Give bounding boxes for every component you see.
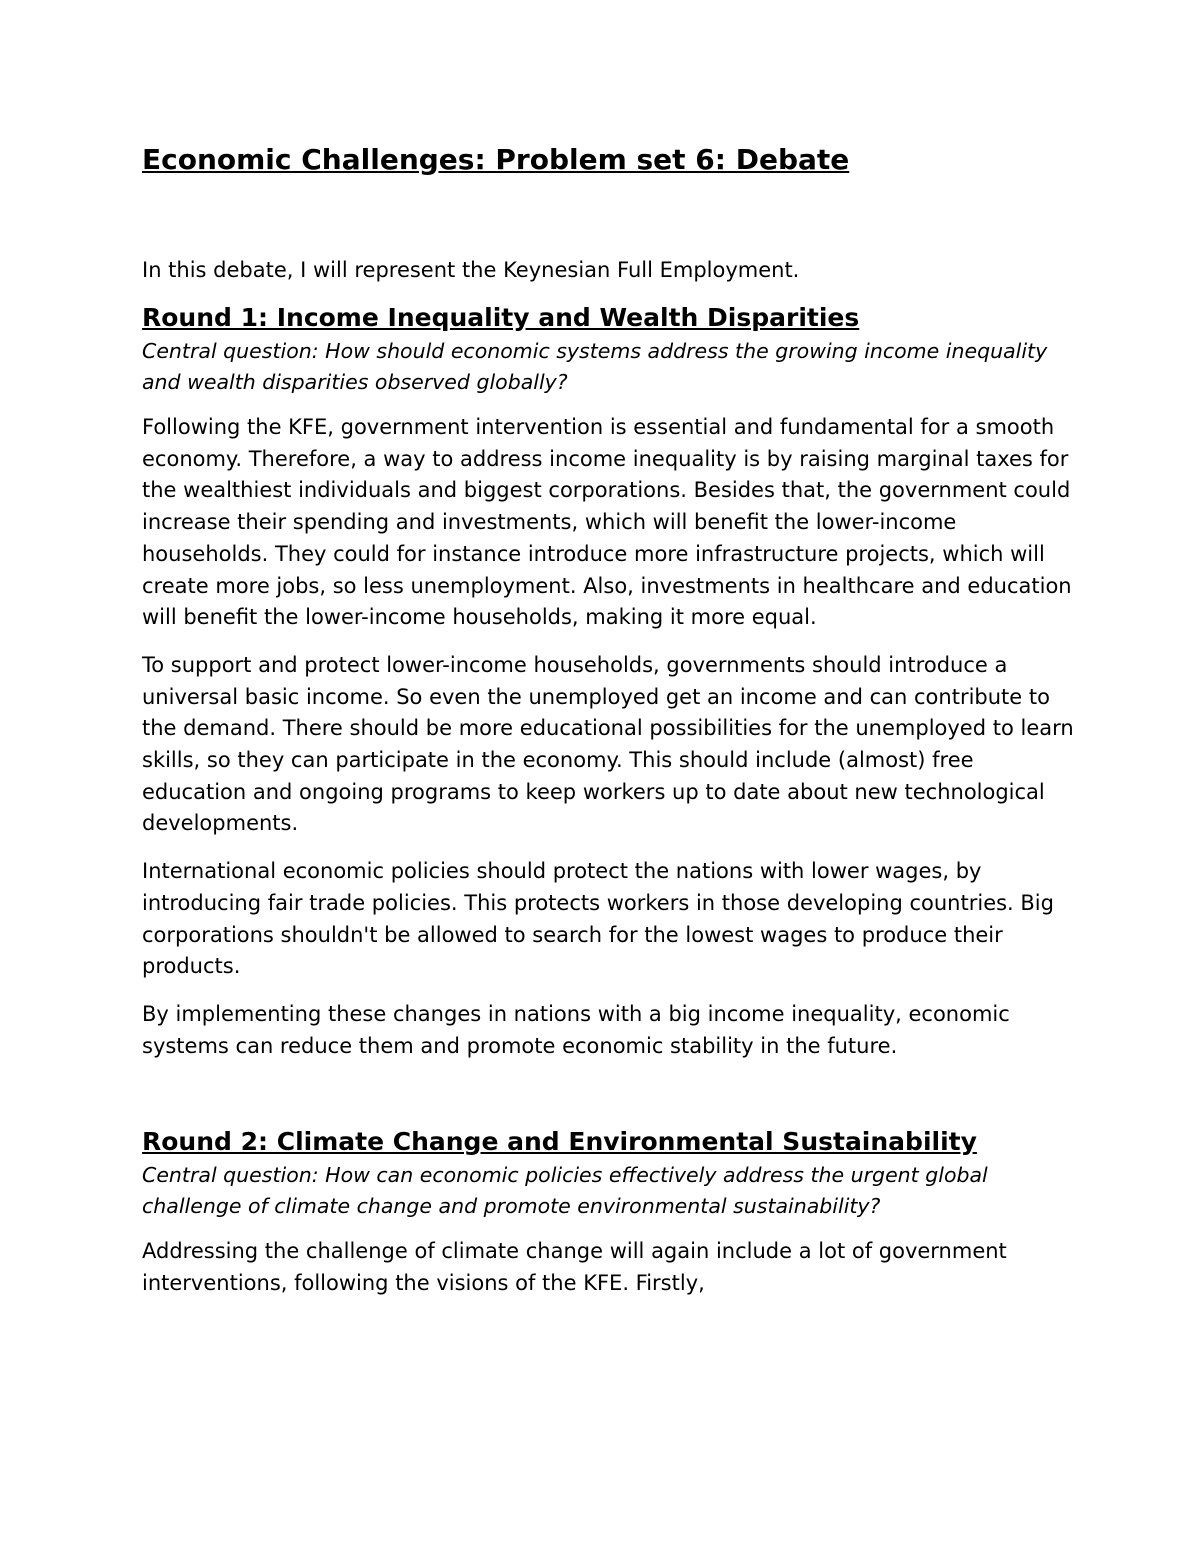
round-1-paragraph-4: By implementing these changes in nations with a big income inequality, economic systems can reduce them and promote economic stability in the future.: [142, 1001, 1010, 1058]
round-1-heading: Round 1: Income Inequality and Wealth Disparities: [142, 303, 860, 332]
round-1-paragraph-1: Following the KFE, government intervention is essential and fundamental for a smooth economy. Therefore, a way to address income inequality is by raising marginal taxes for the wealthiest individuals and biggest corporations. Besides that, the government could increase their spending and investments, which will benefit the lower-income households. They could for instance introduce more infrastructure projects, which will create more jobs, so less unemployment. Also, investments in healthcare and education will benefit the lower-income households, making it more equal.: [142, 415, 1072, 630]
round-2-question-line-1: Central question: How can economic policies effectively address the urgent global: [142, 1163, 988, 1188]
document-title: Economic Challenges: Problem set 6: Debate: [142, 143, 850, 176]
round-2-central-question: [142, 1160, 1042, 1222]
round-1-paragraph-2: To support and protect lower-income households, governments should introduce a universal basic income. So even the unemployed get an income and can contribute to the demand. There should be more educational possibilities for the unemployed to learn skills, so they can participate in the economy. This should include (almost) free education and ongoing programs to keep workers up to date about new technological developments.: [142, 652, 1074, 836]
round-1-central-question: Central question: How should economic systems address the growing income inequality and wealth disparities observed globally?: [142, 339, 1048, 394]
round-2-heading: Round 2: Climate Change and Environmental Sustainability: [142, 1127, 977, 1157]
round-1-paragraph-3: International economic policies should protect the nations with lower wages, by introducing fair trade policies. This protects workers in those developing countries. Big corporations shouldn't be allowed to search for the lowest wages to produce their products.: [142, 859, 1054, 979]
round-2-paragraph-1: Addressing the challenge of climate change will again include a lot of government interventions, following the visions of the KFE. Firstly,: [142, 1239, 1007, 1296]
round-2-question-line-2: challenge of climate change and promote environmental sustainability?: [142, 1194, 881, 1219]
intro-paragraph: In this debate, I will represent the Keynesian Full Employment.: [142, 258, 800, 282]
document-body: [142, 138, 1082, 1300]
